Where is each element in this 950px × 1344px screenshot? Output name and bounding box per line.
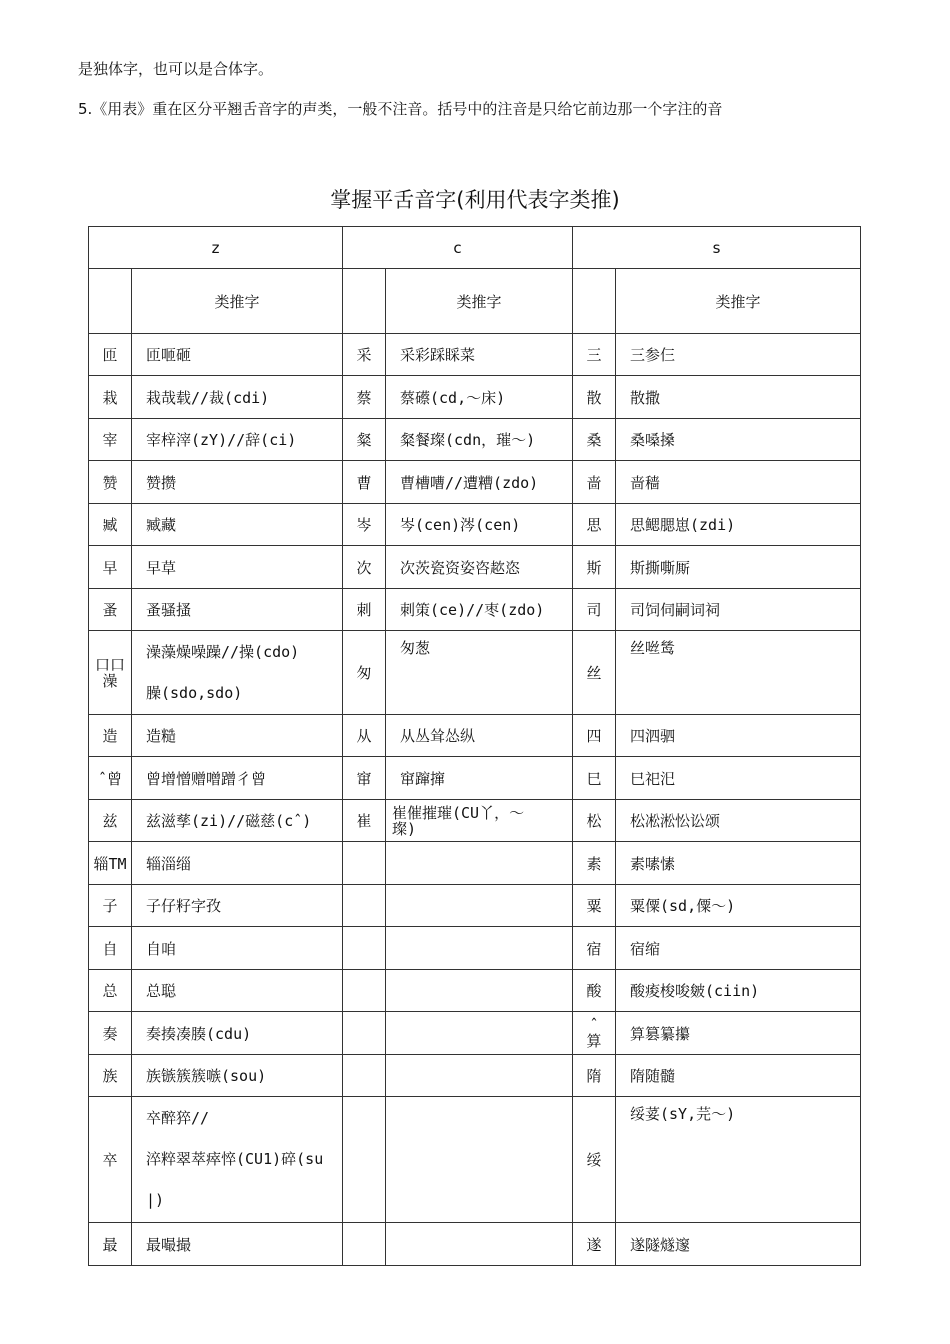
derived-chars-s: 巳祀汜: [616, 757, 861, 800]
key-char-c: 蔡: [343, 376, 386, 419]
key-char-c: 匆: [343, 631, 386, 715]
derived-chars-s: 斯撕嘶厮: [616, 546, 861, 589]
group-header-z: z: [89, 227, 343, 269]
derived-chars-s: 隋随髓: [616, 1055, 861, 1097]
derived-chars-c: [386, 970, 573, 1012]
key-char-c: [343, 842, 386, 885]
derived-chars-s: 宿缩: [616, 927, 861, 970]
derived-chars-c: 次茨瓷资姿咨趑恣: [386, 546, 573, 589]
derived-chars-s: 司饲伺嗣词祠: [616, 589, 861, 631]
derived-chars-z: 最嘬撮: [132, 1223, 343, 1266]
key-char-z: 总: [89, 970, 132, 1012]
key-char-c: 岑: [343, 504, 386, 546]
key-char-c: 粲: [343, 419, 386, 461]
key-char-c: [343, 1223, 386, 1266]
sub-header-label-c: 类推字: [386, 269, 573, 334]
key-char-s: 丝: [573, 631, 616, 715]
key-char-z: 卒: [89, 1097, 132, 1223]
derived-chars-c: 蔡礤(cd,〜床): [386, 376, 573, 419]
derived-chars-z: 赞攒: [132, 461, 343, 504]
derived-chars-z: 匝咂砸: [132, 334, 343, 376]
derived-chars-s: 绥荽(sY,芫〜): [616, 1097, 861, 1223]
derived-chars-s: 粟僳(sd,僳〜): [616, 885, 861, 927]
key-char-z: 赞: [89, 461, 132, 504]
table-row: [89, 546, 861, 589]
table-row: [89, 1012, 861, 1055]
key-char-s: 巳: [573, 757, 616, 800]
derived-chars-z: 宰梓滓(zY)//辞(ci): [132, 419, 343, 461]
key-char-s: 散: [573, 376, 616, 419]
derived-chars-c: [386, 1055, 573, 1097]
derived-chars-s: 松凇淞忪讼颂: [616, 800, 861, 842]
key-char-c: [343, 885, 386, 927]
table-row: [89, 927, 861, 970]
derived-chars-z: 子仔籽字孜: [132, 885, 343, 927]
derived-chars-z: 曾增憎赠噌蹭彳曾: [132, 757, 343, 800]
sub-header-blank: [573, 269, 616, 334]
group-header-row: [89, 227, 861, 269]
derived-chars-c: 窜蹿撺: [386, 757, 573, 800]
derived-chars-c: 匆葱: [386, 631, 573, 715]
key-char-z: 口口 澡: [89, 631, 132, 715]
key-char-s: 桑: [573, 419, 616, 461]
derived-chars-z: 蚤骚搔: [132, 589, 343, 631]
key-char-c: 崔: [343, 800, 386, 842]
key-char-z: 子: [89, 885, 132, 927]
table-row: [89, 1223, 861, 1266]
key-char-c: 曹: [343, 461, 386, 504]
derived-chars-c: [386, 1012, 573, 1055]
key-char-z: 匝: [89, 334, 132, 376]
derived-chars-z: 早草: [132, 546, 343, 589]
derived-chars-s: 遂隧燧邃: [616, 1223, 861, 1266]
derived-chars-z: 卒醉猝// 淬粹翠萃瘁悴(CU1)碎(su |): [132, 1097, 343, 1223]
table-row: [89, 334, 861, 376]
derived-chars-z: 臧藏: [132, 504, 343, 546]
key-char-s: ˆ 算: [573, 1012, 616, 1055]
key-char-s: 宿: [573, 927, 616, 970]
derived-chars-s: 思鳃腮崽(zdi): [616, 504, 861, 546]
key-char-c: [343, 1012, 386, 1055]
key-char-c: [343, 927, 386, 970]
table-row: [89, 800, 861, 842]
table-row: [89, 419, 861, 461]
key-char-s: 四: [573, 715, 616, 757]
derived-chars-z: 澡藻燥噪躁//操(cdo) 臊(sdo,sdo): [132, 631, 343, 715]
key-char-s: 素: [573, 842, 616, 885]
derived-chars-z: 造糙: [132, 715, 343, 757]
derived-chars-c: 崔催摧璀(CU丫，〜 璨): [386, 800, 573, 842]
derived-chars-s: 算篡纂攥: [616, 1012, 861, 1055]
key-char-c: 刺: [343, 589, 386, 631]
derived-chars-c: 刺策(ce)//枣(zdo): [386, 589, 573, 631]
derived-chars-s: 散撒: [616, 376, 861, 419]
sub-header-label-s: 类推字: [616, 269, 861, 334]
table-row: [89, 461, 861, 504]
derived-chars-z: 奏揍凑腠(cdu): [132, 1012, 343, 1055]
intro-line-1: 是独体字，也可以是合体字。: [78, 60, 274, 78]
key-char-z: 自: [89, 927, 132, 970]
key-char-z: 宰: [89, 419, 132, 461]
table-row: [89, 885, 861, 927]
derived-chars-z: 兹滋孳(zi)//磁慈(cˆ): [132, 800, 343, 842]
key-char-z: 兹: [89, 800, 132, 842]
key-char-z: 早: [89, 546, 132, 589]
sub-header-label-z: 类推字: [132, 269, 343, 334]
table-row: [89, 1055, 861, 1097]
key-char-z: 栽: [89, 376, 132, 419]
derived-chars-z: 族镞簇簇嗾(sou): [132, 1055, 343, 1097]
key-char-s: 司: [573, 589, 616, 631]
key-char-s: 酸: [573, 970, 616, 1012]
key-char-s: 粟: [573, 885, 616, 927]
derived-chars-s: 丝咝鸶: [616, 631, 861, 715]
key-char-s: 松: [573, 800, 616, 842]
table-row: [89, 376, 861, 419]
table-row: [89, 589, 861, 631]
key-char-z: 蚤: [89, 589, 132, 631]
key-char-z: 造: [89, 715, 132, 757]
derived-chars-z: 总聪: [132, 970, 343, 1012]
key-char-c: [343, 970, 386, 1012]
table-row: [89, 715, 861, 757]
key-char-z: 最: [89, 1223, 132, 1266]
derived-chars-c: [386, 842, 573, 885]
key-char-z: 奏: [89, 1012, 132, 1055]
derived-chars-c: [386, 885, 573, 927]
key-char-c: 窜: [343, 757, 386, 800]
table-row: [89, 1097, 861, 1223]
group-header-s: s: [573, 227, 861, 269]
table-row: [89, 504, 861, 546]
derived-chars-c: [386, 1223, 573, 1266]
group-header-c: c: [343, 227, 573, 269]
derived-chars-s: 酸痠梭唆皴(ciin): [616, 970, 861, 1012]
sub-header-blank: [343, 269, 386, 334]
derived-chars-z: 栽哉载//裁(cdi): [132, 376, 343, 419]
key-char-s: 隋: [573, 1055, 616, 1097]
table-title: 掌握平舌音字(利用代表字类推): [330, 188, 620, 212]
key-char-c: 采: [343, 334, 386, 376]
derived-chars-c: 粲餐璨(cdn，璀〜): [386, 419, 573, 461]
table-row: [89, 842, 861, 885]
derived-chars-c: 采彩踩睬菜: [386, 334, 573, 376]
key-char-s: 思: [573, 504, 616, 546]
derived-chars-z: 自咱: [132, 927, 343, 970]
key-char-s: 绥: [573, 1097, 616, 1223]
derived-chars-c: 从丛耸怂纵: [386, 715, 573, 757]
character-table: [88, 226, 861, 1266]
derived-chars-s: 三参仨: [616, 334, 861, 376]
key-char-s: 斯: [573, 546, 616, 589]
sub-header-row: [89, 269, 861, 334]
derived-chars-c: [386, 927, 573, 970]
sub-header-blank: [89, 269, 132, 334]
key-char-z: 臧: [89, 504, 132, 546]
table-row: [89, 970, 861, 1012]
key-char-z: 辎TM: [89, 842, 132, 885]
key-char-s: 遂: [573, 1223, 616, 1266]
key-char-z: ˆ曾: [89, 757, 132, 800]
derived-chars-s: 桑嗓搡: [616, 419, 861, 461]
derived-chars-c: [386, 1097, 573, 1223]
derived-chars-z: 辎淄缁: [132, 842, 343, 885]
derived-chars-s: 四泗驷: [616, 715, 861, 757]
derived-chars-s: 素嗉愫: [616, 842, 861, 885]
intro-line-2: 5.《用表》重在区分平翘舌音字的声类，一般不注音。括号中的注音是只给它前边那一个字注的音: [78, 100, 723, 118]
key-char-c: [343, 1097, 386, 1223]
key-char-c: 从: [343, 715, 386, 757]
derived-chars-c: 岑(cen)涔(cen): [386, 504, 573, 546]
table-row: [89, 631, 861, 715]
key-char-z: 族: [89, 1055, 132, 1097]
table-row: [89, 757, 861, 800]
key-char-s: 三: [573, 334, 616, 376]
key-char-s: 啬: [573, 461, 616, 504]
key-char-c: 次: [343, 546, 386, 589]
derived-chars-c: 曹槽嘈//遭糟(zdo): [386, 461, 573, 504]
derived-chars-s: 啬穑: [616, 461, 861, 504]
key-char-c: [343, 1055, 386, 1097]
